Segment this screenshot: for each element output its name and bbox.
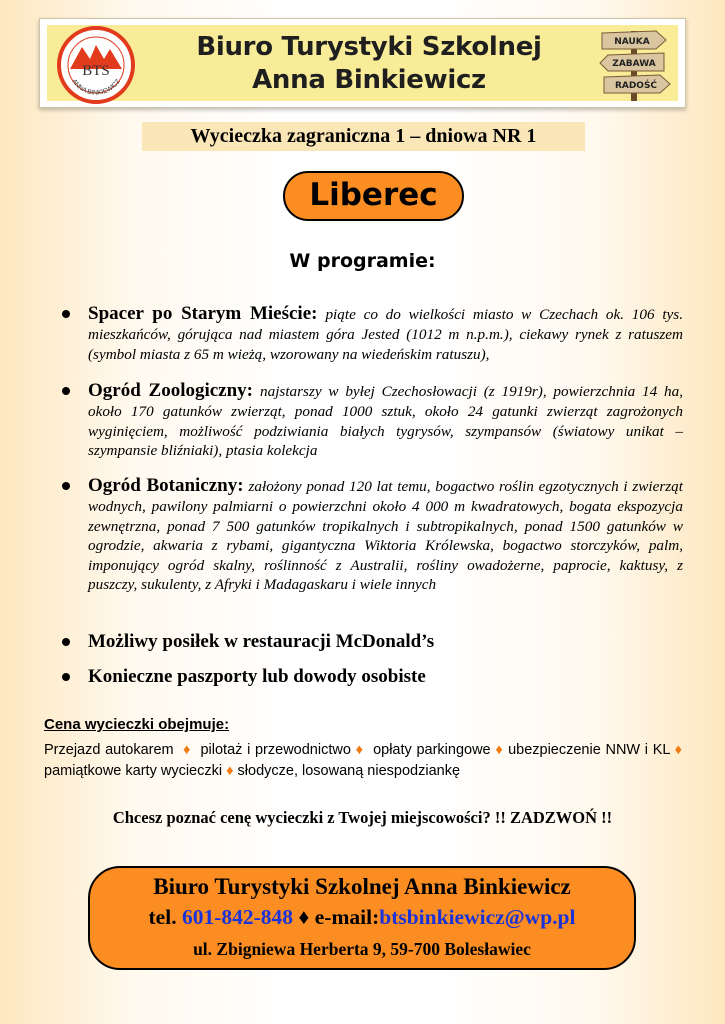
program-item-title: Konieczne paszporty lub dowody osobiste <box>88 666 426 687</box>
bullet-dot <box>62 387 70 395</box>
signpost-word-3: RADOŚĆ <box>614 81 658 91</box>
price-item: Przejazd autokarem <box>44 742 174 758</box>
header-title <box>159 31 579 97</box>
contact-address: ul. Zbigniewa Herberta 9, 59-700 Bolesławiec <box>193 939 531 959</box>
bts-logo <box>56 25 136 105</box>
contact-name: Biuro Turystyki Szkolnej Anna Binkiewicz <box>153 874 571 899</box>
price-heading-colon: : <box>224 716 230 733</box>
price-item: opłaty parkingowe <box>373 742 491 758</box>
diamond-icon: ♦ <box>226 763 234 779</box>
signpost-word-2: ZABAWA <box>612 59 656 69</box>
phone-prefix: tel. <box>148 905 177 929</box>
program-item <box>66 666 683 688</box>
price-includes <box>44 740 682 782</box>
diamond-icon: ♦ <box>495 742 504 758</box>
signpost-image <box>594 27 674 103</box>
bullet-dot <box>62 638 70 646</box>
bullet-dot <box>62 482 70 490</box>
program-item <box>66 631 683 653</box>
program-item-title: Ogród Botaniczny: <box>88 475 244 496</box>
price-heading-text: Cena wycieczki obejmuje <box>44 716 225 733</box>
diamond-icon: ♦ <box>298 905 310 929</box>
program-item-desc: piąte co do wielkości miasto w Czechach ok. 106 tys. mieszkańców, górująca nad miastem góra Jested (1012 m n.p.m.), ciekawy rynek z ratuszem (symbol miasta z 65 m wieżą, wzorowany na wiedeńskim ratuszu), <box>88 306 683 363</box>
bullet-dot <box>62 673 70 681</box>
program-item <box>66 475 683 595</box>
program-item-title: Możliwy posiłek w restauracji McDonald’s <box>88 631 435 652</box>
logo-ring-text: ANNA BINKIEWICZ <box>70 78 122 97</box>
program-item <box>66 303 683 364</box>
program-item-desc: najstarszy w byłej Czechosłowacji (z 1919r), powierzchnia 14 ha, około 170 gatunków zwierząt, ponad 1000 sztuk, około 24 gatunki zwierząt zagrożonych wyginięciem, możliwość podziwiania białych tygrysów, szympansów (światowy unikat – szympansie bliźniaki), ptasia kolekcja <box>88 383 683 459</box>
city-title: Liberec <box>283 171 464 221</box>
diamond-icon: ♦ <box>674 742 683 758</box>
contact-phone-line <box>90 905 634 930</box>
logo-text: BTS <box>82 63 110 79</box>
phone-number-link[interactable]: 601-842-848 <box>181 905 294 929</box>
price-item: ubezpieczenie NNW i KL <box>508 742 670 758</box>
price-item: pamiątkowe karty wycieczki <box>44 763 223 779</box>
bullet-dot <box>62 310 70 318</box>
contact-box <box>88 866 636 970</box>
header-title-line1: Biuro Turystyki Szkolnej <box>196 32 542 62</box>
program-item-title: Ogród Zoologiczny: <box>88 380 254 401</box>
price-item: słodycze, losowaną niespodziankę <box>237 763 461 779</box>
price-heading <box>44 716 229 733</box>
call-to-action: Chcesz poznać cenę wycieczki z Twojej miejscowości? !! ZADZWOŃ !! <box>112 808 613 827</box>
email-link[interactable]: btsbinkiewicz@wp.pl <box>379 905 576 929</box>
price-item: pilotaż i przewodnictwo <box>200 742 351 758</box>
email-prefix: e-mail: <box>314 905 380 929</box>
program-item-title: Spacer po Starym Mieście: <box>88 303 318 324</box>
header-title-line2: Anna Binkiewicz <box>252 65 486 95</box>
trip-type-label: Wycieczka zagraniczna 1 – dniowa NR 1 <box>142 122 585 151</box>
diamond-icon: ♦ <box>183 742 192 758</box>
program-item <box>66 380 683 461</box>
header-banner-inner <box>47 25 678 101</box>
diamond-icon: ♦ <box>355 742 364 758</box>
header-banner <box>39 18 686 108</box>
program-heading: W programie: <box>289 250 436 272</box>
signpost-word-1: NAUKA <box>614 37 650 47</box>
program-item-desc: założony ponad 120 lat temu, bogactwo roślin egzotycznych i zwierząt wodnych, pawilony palmiarni o powierzchni około 4 000 m kwadratowych, bogata ekspozycja zewnętrzna, ponad 7 500 gatunków tropikalnych i subtropikalnych, ponad 1500 gatunków w ogrodzie, akwaria z rybami, gigantyczna Wiktoria Królewska, bogactwo storczyków, palm, imponujący ogród skalny, roślinność z Australii, rośliny owadożerne, paprocie, kaktusy, z puszczy, sukulenty, z Afryki i Madagaskaru i wiele innych <box>88 478 683 593</box>
